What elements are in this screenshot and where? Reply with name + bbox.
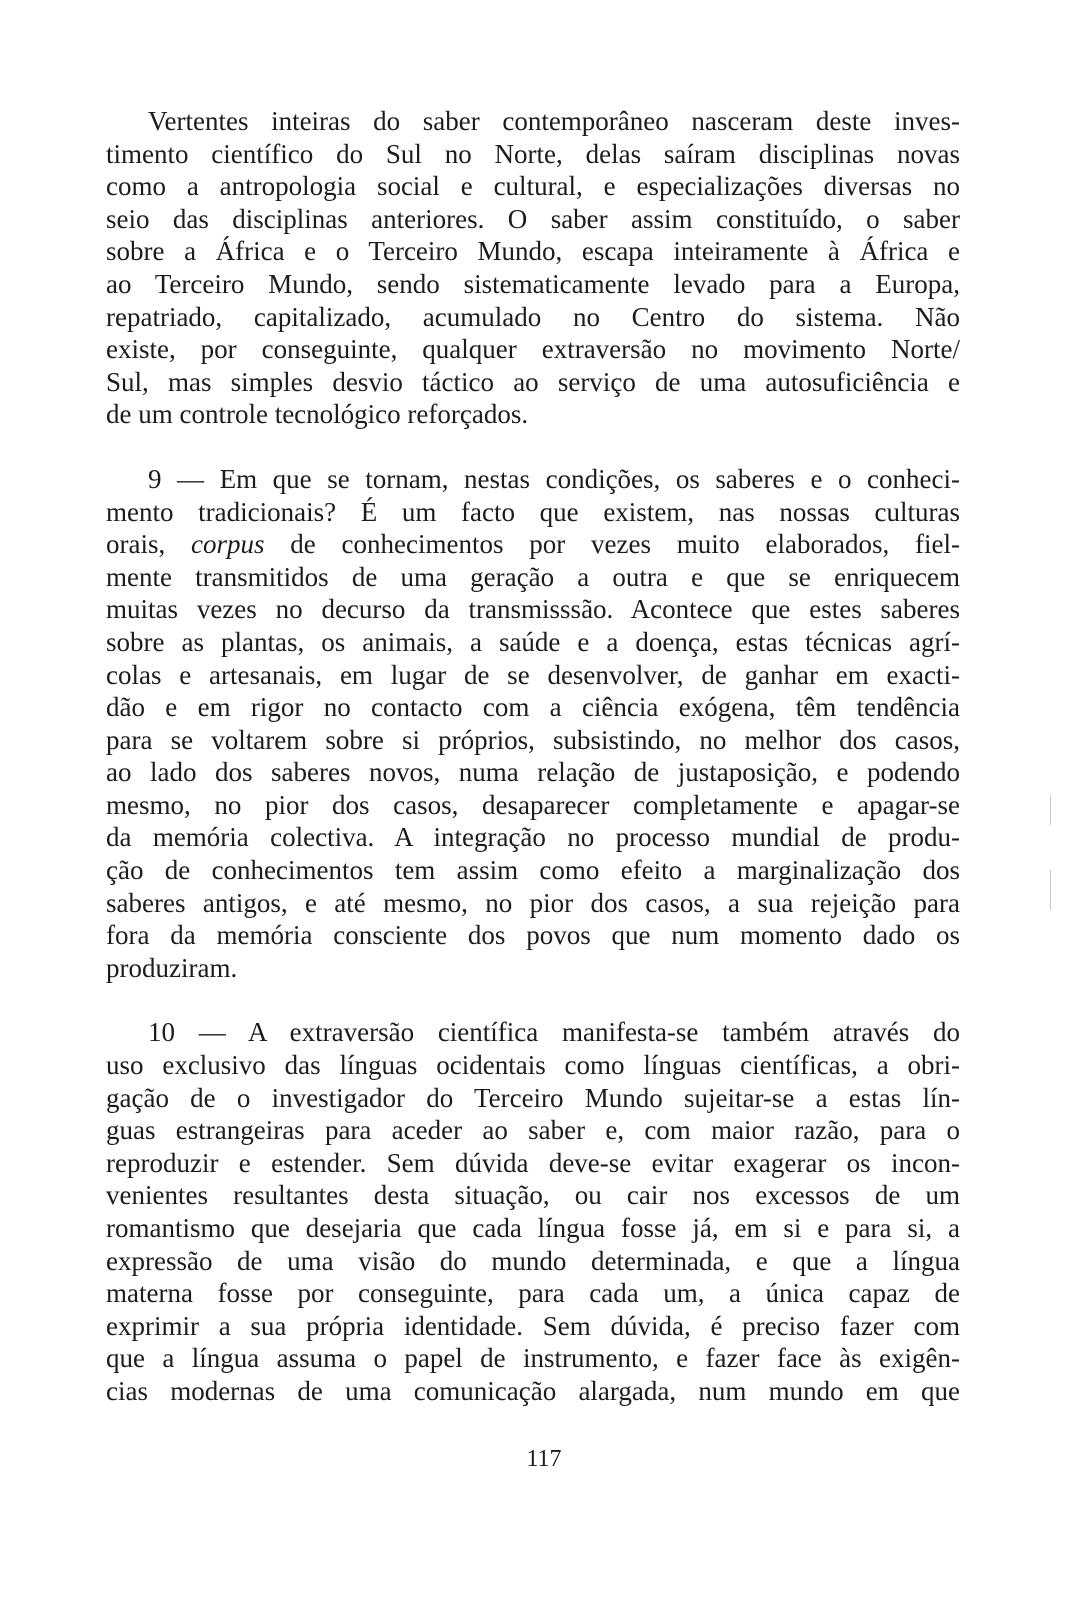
text-line: mento tradicionais? É um facto que existem, nas nossas culturas [106, 496, 960, 527]
text-line: ção de conhecimentos tem assim como efeito a marginalização dos [106, 855, 960, 886]
text-line: mesmo, no pior dos casos, desaparecer completamente e apagar-se [106, 789, 960, 820]
text-line: reproduzir e estender. Sem dúvida deve-se evitar exagerar os incon- [106, 1147, 960, 1178]
text-line: 9 — Em que se tornam, nestas condições, os saberes e o conheci- [148, 463, 960, 494]
scan-artifact-line [1050, 870, 1051, 910]
text-line: Sul, mas simples desvio táctico ao serviço de uma autosuficiência e [106, 366, 960, 397]
text-line: uso exclusivo das línguas ocidentais como línguas científicas, a obri- [106, 1050, 960, 1081]
page-number: 117 [526, 1446, 562, 1472]
text-line: venientes resultantes desta situação, ou cair nos excessos de um [106, 1180, 960, 1211]
paragraph-1 [106, 105, 960, 431]
text-line: ao lado dos saberes novos, numa relação de justaposição, e podendo [106, 757, 960, 788]
text-line: romantismo que desejaria que cada língua fosse já, em si e para si, a [106, 1213, 960, 1243]
text-line: dão e em rigor no contacto com a ciência exógena, têm tendência [106, 692, 960, 723]
text-line: expressão de uma visão do mundo determinada, e que a língua [106, 1245, 960, 1276]
text-line: materna fosse por conseguinte, para cada um, a única capaz de [106, 1278, 960, 1309]
paragraph-gap [106, 431, 960, 463]
text-line: repatriado, capitalizado, acumulado no Centro do sistema. Não [106, 301, 960, 332]
text-line: cias modernas de uma comunicação alargada, num mundo em que [106, 1375, 960, 1406]
text-line: seio das disciplinas anteriores. O saber assim constituído, o saber [106, 203, 960, 234]
text-line: que a língua assuma o papel de instrumento, e fazer face às exigên- [106, 1343, 960, 1374]
paragraph-3 [106, 1016, 960, 1407]
page-body [106, 105, 960, 1408]
text-line: exprimir a sua própria identidade. Sem dúvida, é preciso fazer com [106, 1310, 960, 1341]
text-line: guas estrangeiras para aceder ao saber e, com maior razão, para o [106, 1115, 960, 1146]
text-line: como a antropologia social e cultural, e especializações diversas no [106, 171, 960, 202]
text-line: mente transmitidos de uma geração a outra e que se enriquecem [106, 561, 960, 592]
text-line: sobre as plantas, os animais, a saúde e a doença, estas técnicas agrí- [106, 626, 960, 657]
paragraph-2 [106, 463, 960, 985]
text-line: sobre a África e o Terceiro Mundo, escapa inteiramente à África e [106, 236, 960, 267]
text-line: Vertentes inteiras do saber contemporâneo nasceram deste inves- [148, 106, 960, 136]
text-line: saberes antigos, e até mesmo, no pior dos casos, a sua rejeição para [106, 887, 960, 918]
text-line: produziram. [106, 952, 238, 983]
text-line: para se voltarem sobre si próprios, subsistindo, no melhor dos casos, [106, 724, 960, 755]
text-line: fora da memória consciente dos povos que num momento dado os [106, 920, 960, 951]
text-line: de um controle tecnológico reforçados. [106, 399, 529, 430]
text-line: gação de o investigador do Terceiro Mundo sujeitar-se a estas lín- [106, 1082, 960, 1113]
paragraph-gap [106, 984, 960, 1016]
text-line: orais, corpus de conhecimentos por vezes muito elaborados, fiel- [106, 529, 960, 560]
scan-artifact-line [1050, 795, 1051, 825]
text-line: colas e artesanais, em lugar de se desenvolver, de ganhar em exacti- [106, 659, 960, 690]
text-line: existe, por conseguinte, qualquer extraversão no movimento Norte/ [106, 334, 960, 365]
text-line: 10 — A extraversão científica manifesta-se também através do [148, 1017, 960, 1048]
text-line: timento científico do Sul no Norte, delas saíram disciplinas novas [106, 138, 960, 169]
text-line: ao Terceiro Mundo, sendo sistematicamente levado para a Europa, [106, 268, 960, 299]
text-line: da memória colectiva. A integração no processo mundial de produ- [106, 822, 960, 853]
text-line: muitas vezes no decurso da transmisssão. Acontece que estes saberes [106, 594, 960, 625]
